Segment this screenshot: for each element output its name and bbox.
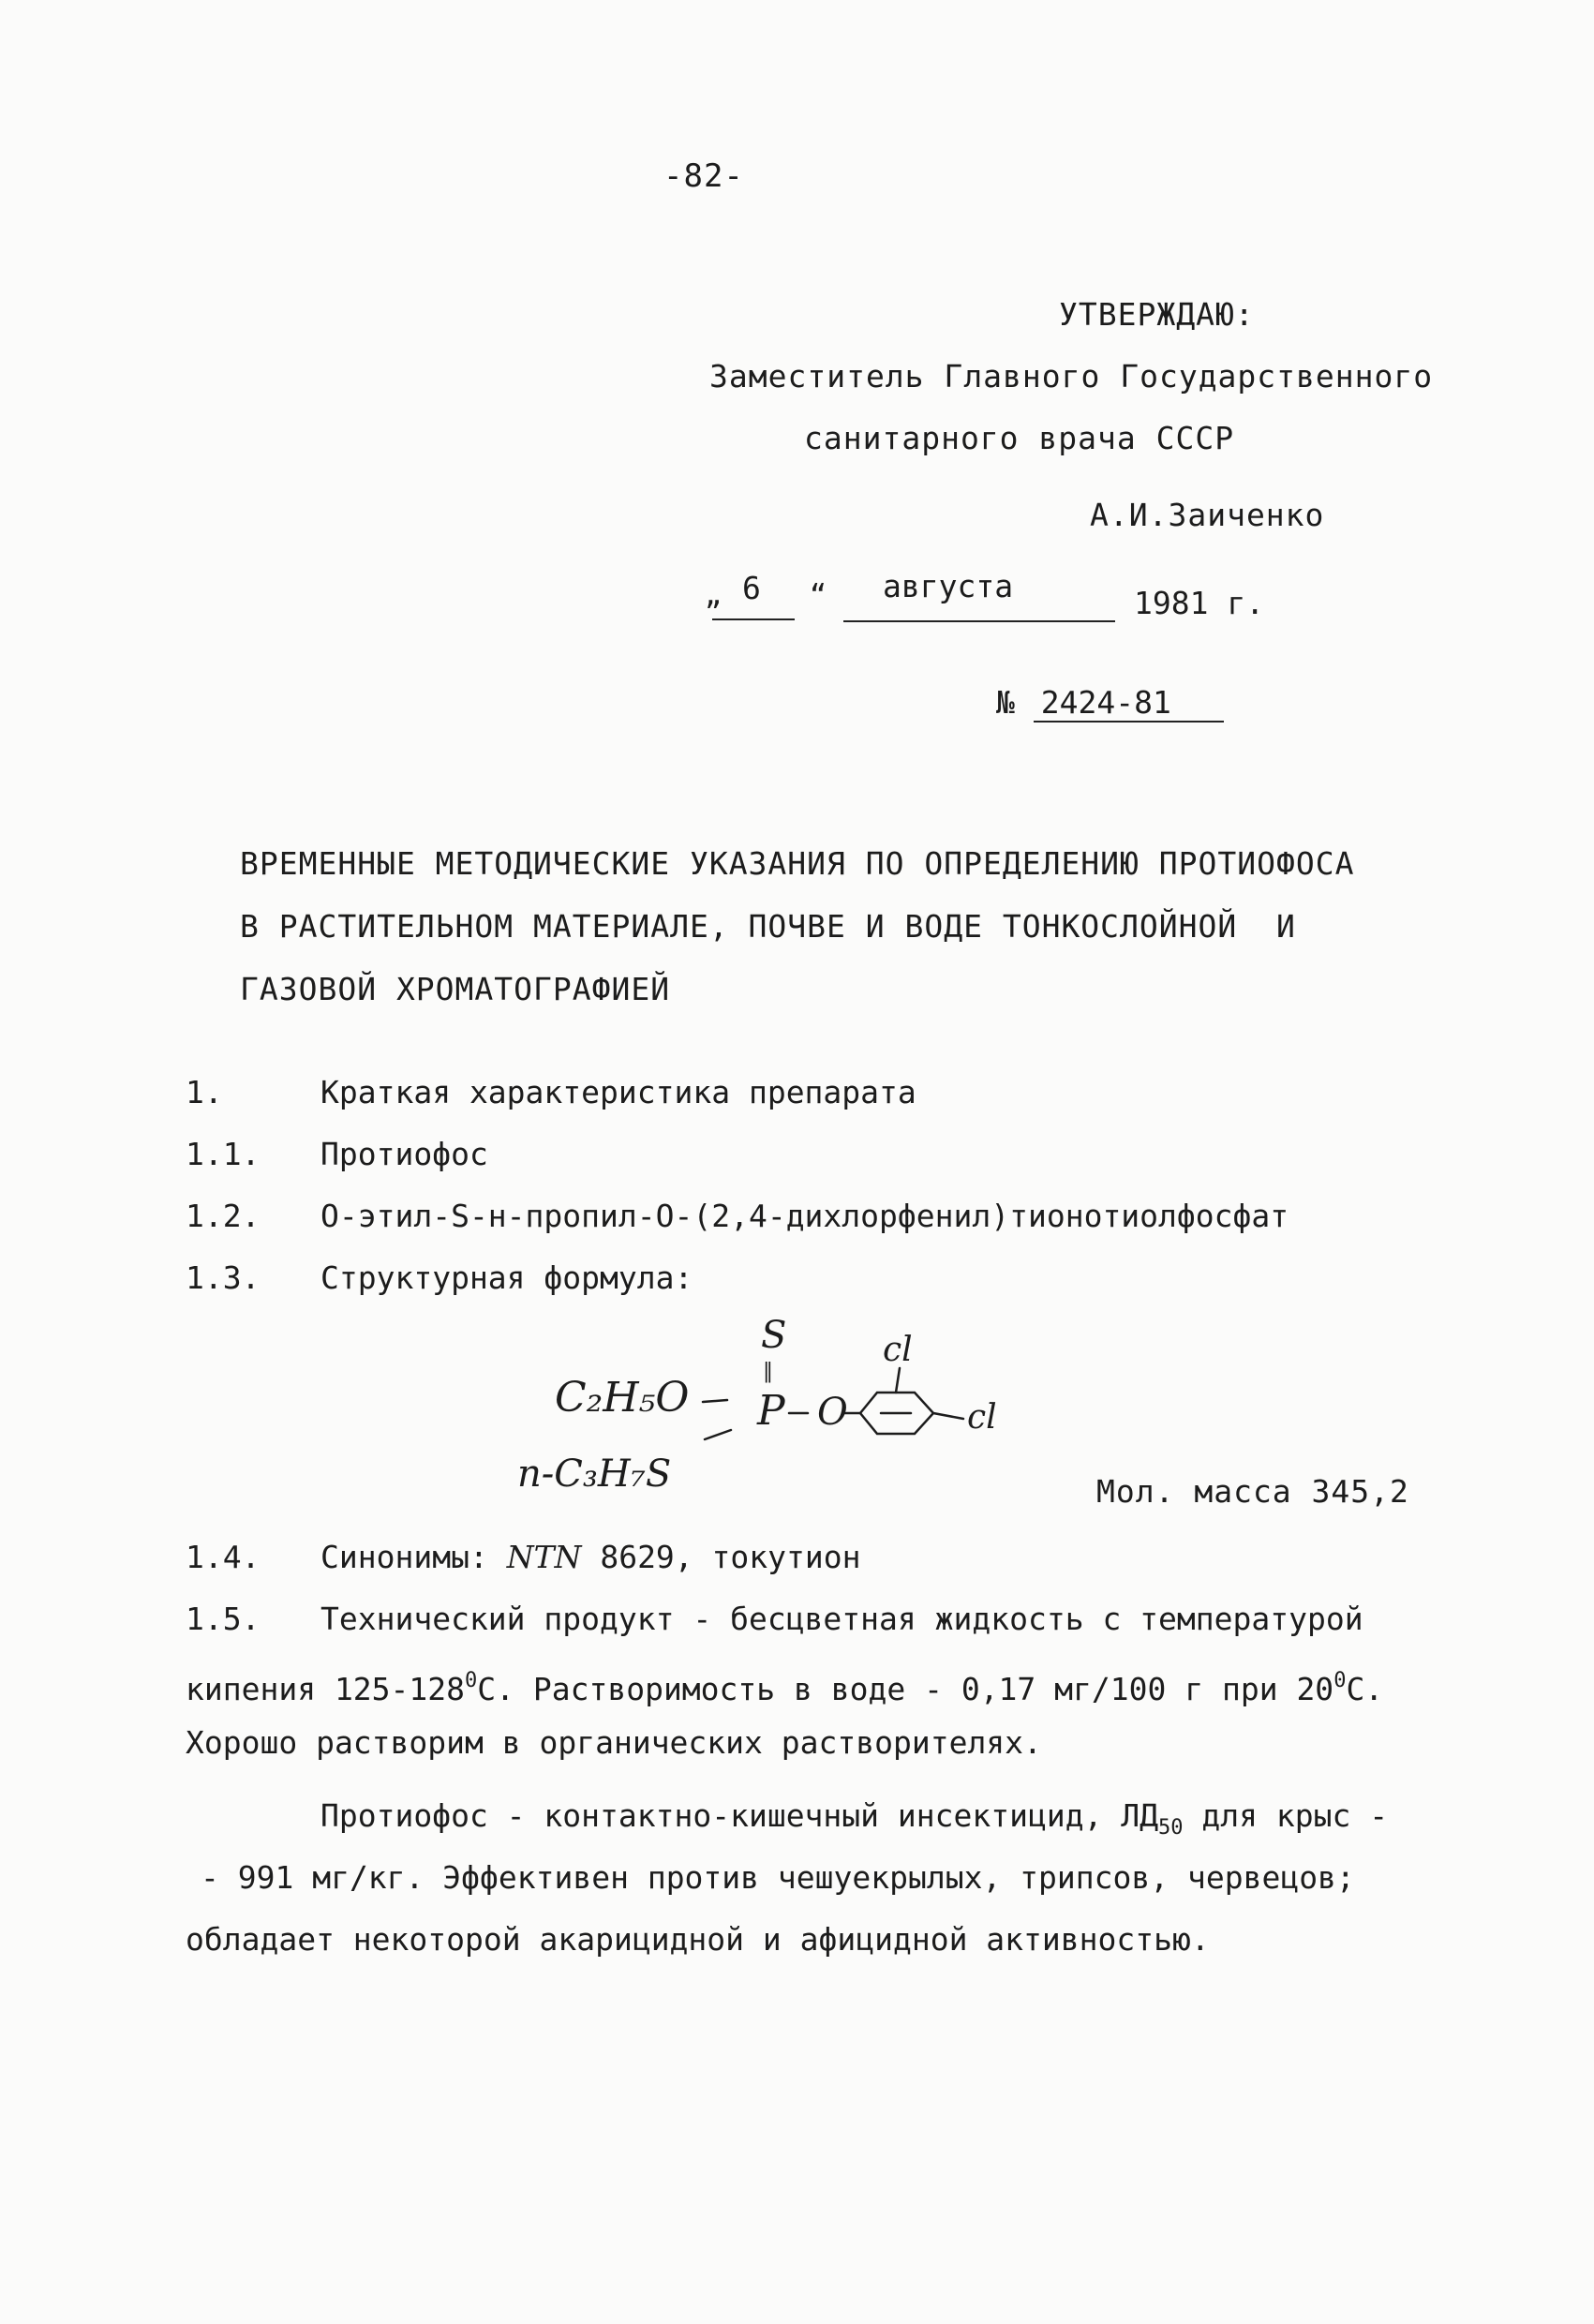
document-number	[996, 684, 1224, 723]
section-1-4-number: 1.4.	[186, 1539, 261, 1575]
section-1-1-text: Протиофос	[320, 1136, 488, 1172]
date-month-underline	[843, 620, 1115, 622]
section-1-5-line1: Технический продукт - бесцветная жидкость с температурой	[320, 1601, 1363, 1637]
page-number: -82-	[663, 157, 744, 195]
formula-oxygen: O	[817, 1391, 848, 1434]
date-close-quote: “	[810, 579, 827, 612]
formula-bond-upper	[703, 1400, 727, 1402]
approval-date	[705, 562, 1286, 637]
document-title-line2: В РАСТИТЕЛЬНОМ МАТЕРИАЛЕ, ПОЧВЕ И ВОДЕ ТОНКОСЛОЙНОЙ И	[240, 908, 1296, 945]
activity-text-a: Протиофос - контактно-кишечный инсектицид, ЛД	[320, 1797, 1159, 1834]
date-year: 1981 г.	[1134, 585, 1265, 621]
document-title	[240, 832, 1458, 1020]
section-1-5-line3: Хорошо растворим в органических растворителях.	[186, 1724, 1042, 1761]
formula-s-top: S	[761, 1314, 787, 1357]
molecular-mass: Мол. масса 345,2	[1096, 1473, 1409, 1510]
document-title-line3: ГАЗОВОЙ ХРОМАТОГРАФИЕЙ	[240, 971, 671, 1007]
synonyms-label: Синонимы:	[320, 1539, 488, 1575]
date-open-quote: „	[705, 579, 723, 612]
ld50-subscript: 50	[1158, 1816, 1184, 1840]
section-1-5-line2	[186, 1662, 1383, 1708]
formula-left-bottom: n-C₃H₇S	[517, 1452, 672, 1496]
section-1-4-text	[320, 1539, 860, 1576]
approval-position-line2: санитарного врача СССР	[804, 420, 1235, 456]
section-1-2-number: 1.2.	[186, 1198, 261, 1234]
formula-bond-ring-cl-right	[933, 1413, 963, 1419]
activity-text-b: для крыс -	[1183, 1797, 1389, 1834]
formula-bond-lower	[705, 1430, 731, 1439]
approval-title: УТВЕРЖДАЮ:	[1059, 296, 1255, 333]
formula-phosphorus: P	[757, 1387, 785, 1435]
degree-sup-1: 0	[465, 1669, 478, 1692]
degree-sup-2: 0	[1333, 1669, 1347, 1692]
date-day-underline	[712, 618, 795, 620]
formula-bond-ring-cl-top	[896, 1368, 900, 1393]
formula-cl-right: cl	[967, 1398, 997, 1437]
date-day: 6	[742, 570, 761, 606]
approval-name: А.И.Заиченко	[1090, 497, 1325, 533]
document-number-value: 2424-81	[1034, 684, 1224, 723]
synonyms-rest: 8629, токутион	[600, 1539, 861, 1575]
section-1-3-number: 1.3.	[186, 1259, 261, 1296]
boiling-point-text: кипения 125-128	[186, 1671, 466, 1707]
document-title-line1: ВРЕМЕННЫЕ МЕТОДИЧЕСКИЕ УКАЗАНИЯ ПО ОПРЕДЕЛЕНИЮ ПРОТИОФОСА	[240, 845, 1355, 882]
activity-line2: - 991 мг/кг. Эффективен против чешуекрылых, трипсов, червецов;	[201, 1859, 1355, 1896]
section-1-text: Краткая характеристика препарата	[320, 1074, 916, 1110]
approval-position-line1: Заместитель Главного Государственного	[709, 358, 1434, 395]
section-1-1-number: 1.1.	[186, 1136, 261, 1172]
section-1-3-text: Структурная формула:	[320, 1259, 693, 1296]
section-1-2-text: О-этил-S-н-пропил-О-(2,4-дихлорфенил)тионотиолфосфат	[320, 1198, 1289, 1234]
structural-formula	[506, 1303, 1068, 1509]
solubility-unit: С.	[1346, 1671, 1384, 1707]
activity-line1	[320, 1797, 1388, 1847]
date-month: августа	[883, 568, 1014, 604]
document-number-prefix: №	[996, 684, 1015, 721]
solubility-text: С. Растворимость в воде - 0,17 мг/100 г при 20	[477, 1671, 1334, 1707]
formula-double-bond: ‖	[763, 1360, 773, 1383]
synonym-handwritten: NTN	[506, 1539, 582, 1575]
section-1-5-number: 1.5.	[186, 1601, 261, 1637]
section-1-number: 1.	[186, 1074, 223, 1110]
activity-line3: обладает некоторой акарицидной и афицидной активностью.	[186, 1921, 1210, 1958]
formula-cl-top: cl	[883, 1331, 913, 1369]
formula-left-top: C₂H₅O	[555, 1374, 690, 1422]
